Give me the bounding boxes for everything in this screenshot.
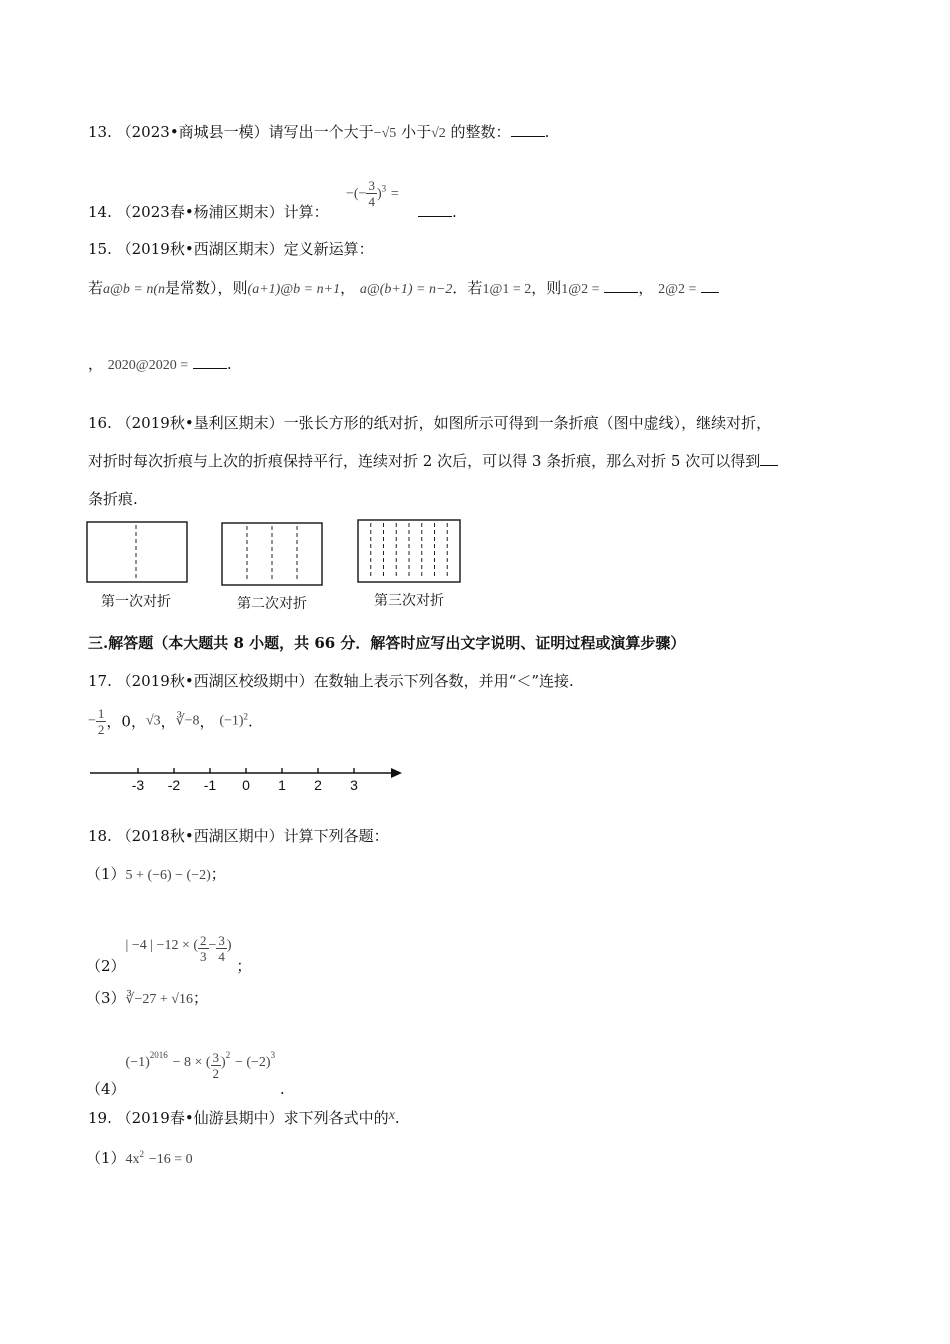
math-expression: (−1) — [125, 1055, 150, 1070]
question-source: （2023•商城县一模） — [116, 123, 269, 141]
math-expression: ) — [221, 1055, 226, 1070]
axis-tick-label: 1 — [278, 777, 286, 793]
question-16-line2 — [88, 451, 778, 471]
math-expression: − (−2) — [234, 1055, 271, 1070]
answer-blank[interactable] — [193, 354, 227, 369]
question-text: ， — [340, 279, 356, 297]
punctuation: . — [544, 123, 550, 141]
question-16 — [88, 413, 771, 433]
fold-2-caption: 第二次对折 — [237, 596, 307, 612]
fraction: $\frac{3}{4}$ — [368, 178, 375, 209]
exponent: 2 — [139, 1149, 145, 1159]
axis-tick-label: 2 — [314, 777, 322, 793]
question-source: （2019春•仙游县期中） — [116, 1109, 284, 1127]
number-value: 0 — [121, 712, 131, 731]
q18-part-3 — [86, 988, 208, 1010]
question-13 — [88, 122, 549, 144]
question-16-line3 — [88, 489, 138, 509]
question-text: 计算下列各题： — [283, 827, 389, 845]
axis-tick-label: 3 — [350, 777, 358, 793]
axis-tick-label: -3 — [131, 777, 145, 793]
question-text: 计算： — [283, 203, 329, 221]
math-expression: − — [208, 938, 217, 953]
math-expression: 5 + (−6) − (−2) — [125, 868, 211, 883]
fold-3 — [358, 520, 460, 609]
punctuation: . — [226, 355, 232, 373]
separator: ， — [199, 712, 215, 731]
fold-1 — [87, 522, 187, 610]
exponent: 3 — [381, 183, 387, 194]
question-15 — [88, 239, 374, 259]
question-text: 一张长方形的纸对折，如图所示可得到一条折痕（图中虚线），继续对折， — [283, 414, 772, 432]
answer-blank[interactable] — [760, 451, 778, 466]
q18-part-1 — [86, 864, 226, 886]
fraction: $\frac{1}{2}$ — [97, 706, 105, 737]
math-expression: √2 — [431, 126, 446, 141]
separator: ， — [160, 712, 176, 731]
question-text: 定义新运算： — [283, 240, 374, 258]
exponent: 2 — [243, 711, 249, 722]
part-label: （3） — [86, 989, 126, 1007]
section-heading: 三.解答题（本大题共 8 小题，共 66 分．解答时应写出文字说明、证明过程或演算步骤） — [88, 634, 686, 652]
axis-tick-label: -2 — [167, 777, 181, 793]
math-expression: −16 = 0 — [148, 1152, 193, 1167]
separator: ， — [130, 712, 146, 731]
math-expression: ∛−8 — [175, 713, 200, 729]
question-14 — [88, 202, 329, 222]
math-expression: ) — [376, 186, 382, 202]
math-expression: 2020@2020 = — [107, 358, 189, 373]
math-expression: (a+1)@b = n+1 — [247, 282, 341, 297]
q14-formula — [346, 178, 399, 209]
question-source: （2018秋•西湖区期中） — [116, 827, 284, 845]
question-number: 14. — [88, 203, 112, 221]
q18-part-4 — [86, 1046, 285, 1098]
math-expression: 4x — [125, 1152, 140, 1167]
exponent: 3 — [270, 1050, 276, 1060]
punctuation: . — [248, 712, 253, 731]
exponent: 2 — [225, 1050, 231, 1060]
answer-blank[interactable] — [418, 202, 452, 217]
question-text: ．若 — [452, 279, 483, 297]
fraction: $\frac{3}{2}$ — [212, 1050, 220, 1081]
separator: ， — [106, 712, 122, 731]
math-expression: −√5 — [373, 126, 397, 141]
question-18 — [88, 826, 389, 846]
question-text: 是常数），则 — [165, 279, 248, 297]
question-text: 小于 — [401, 123, 432, 141]
part-label: （4） — [86, 1080, 126, 1098]
question-number: 13. — [88, 123, 112, 141]
math-expression: − 8 × ( — [172, 1055, 211, 1070]
part-label: （1） — [86, 1149, 126, 1167]
question-text: 对折时每次折痕与上次的折痕保持平行，连续对折 2 次后，可以得 3 条折痕，那么对折 5 次可以得到 — [88, 452, 761, 470]
fold-2 — [222, 523, 322, 612]
question-number: 17. — [88, 672, 112, 690]
question-15-line3 — [88, 354, 232, 376]
question-text: ，则 — [531, 279, 562, 297]
fold-diagrams — [86, 519, 466, 614]
question-source: （2019秋•西湖区校级期中） — [116, 672, 314, 690]
math-expression: 2@2 = — [658, 282, 697, 297]
question-text: 条折痕. — [88, 490, 138, 508]
math-expression: = — [390, 186, 399, 202]
math-expression: a@(b+1) = n−2 — [359, 282, 453, 297]
punctuation: ； — [192, 989, 208, 1007]
math-expression: 1@2 = — [561, 282, 600, 297]
arrow-icon — [391, 768, 402, 778]
fold-1-caption: 第一次对折 — [101, 594, 171, 610]
q18-part-2 — [86, 933, 251, 975]
punctuation: ； — [236, 957, 252, 975]
fraction: $\frac{3}{4}$ — [218, 933, 225, 964]
fraction: $\frac{2}{3}$ — [200, 933, 207, 964]
q17-numbers — [88, 706, 253, 737]
question-text: ， — [638, 279, 654, 297]
question-source: （2019秋•垦利区期末） — [116, 414, 284, 432]
part-label: （1） — [86, 865, 126, 883]
math-expression: 1@1 = 2 — [482, 282, 532, 297]
question-15-line2 — [88, 278, 719, 300]
math-expression: | −4 | −12 × ( — [125, 938, 199, 953]
answer-blank[interactable] — [511, 122, 545, 137]
question-number: 15. — [88, 240, 112, 258]
question-number: 19. — [88, 1109, 112, 1127]
question-text: 请写出一个大于 — [268, 123, 374, 141]
math-expression: −(− — [346, 186, 367, 202]
math-expression: √3 — [145, 713, 161, 729]
math-expression: ) — [226, 938, 232, 953]
question-text: 若 — [88, 279, 104, 297]
math-expression: a@b = n(n — [103, 282, 166, 297]
punctuation: . — [452, 203, 457, 221]
punctuation: . — [394, 1109, 400, 1127]
answer-blank[interactable] — [701, 278, 719, 293]
question-17 — [88, 671, 574, 691]
math-variable: x — [388, 1108, 395, 1123]
fold-3-caption: 第三次对折 — [374, 593, 444, 609]
question-text: 在数轴上表示下列各数，并用“＜”连接. — [313, 672, 574, 690]
question-text: ， — [88, 355, 104, 373]
exponent: 2016 — [149, 1050, 168, 1060]
part-label: （2） — [86, 957, 126, 975]
punctuation: . — [279, 1080, 285, 1098]
question-source: （2019秋•西湖区期末） — [116, 240, 284, 258]
question-number: 16. — [88, 414, 112, 432]
question-text: 的整数： — [450, 123, 511, 141]
question-source: （2023春•杨浦区期末） — [116, 203, 284, 221]
number-line — [88, 760, 408, 796]
question-text: 求下列各式中的 — [283, 1109, 389, 1127]
q14-blank-wrap — [418, 202, 457, 222]
minus-sign: − — [88, 713, 96, 729]
axis-tick-label: 0 — [242, 777, 250, 793]
q19-part-1 — [86, 1144, 193, 1170]
answer-blank[interactable] — [604, 278, 638, 293]
question-19 — [88, 1106, 400, 1128]
question-number: 18. — [88, 827, 112, 845]
math-expression: (−1) — [219, 713, 244, 729]
axis-tick-label: -1 — [203, 777, 217, 793]
punctuation: ； — [210, 865, 226, 883]
math-expression: ∛−27 + √16 — [125, 992, 193, 1007]
